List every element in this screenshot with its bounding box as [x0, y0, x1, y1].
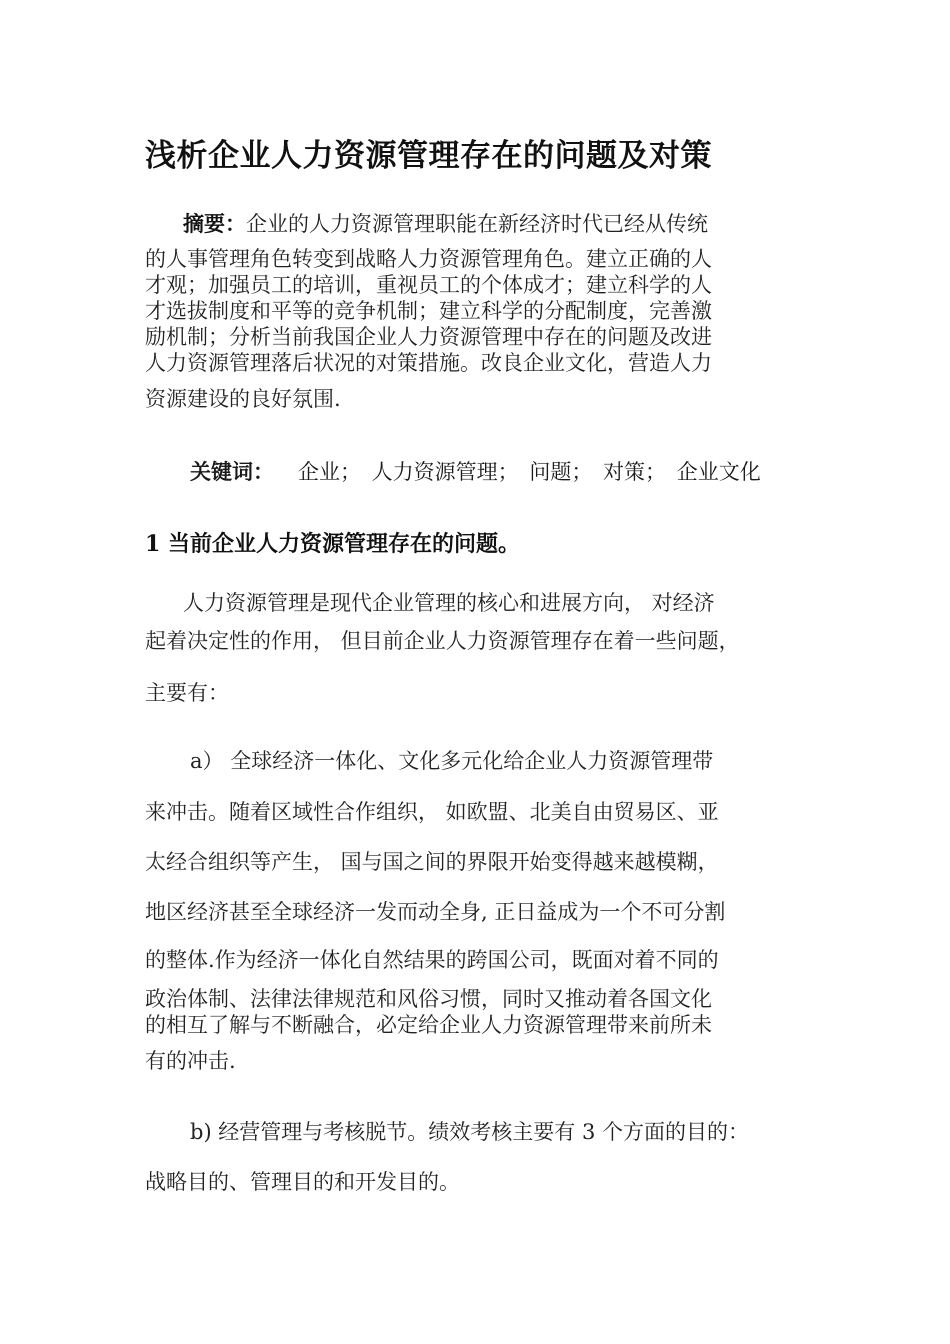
abstract-text-line: 人力资源管理落后状况的对策措施。改良企业文化，营造人力: [145, 351, 712, 375]
section-heading: 1 当前企业人力资源管理存在的问题。: [145, 531, 520, 557]
paragraph-line: 人力资源管理是现代企业管理的核心和进展方向， 对经济: [183, 591, 715, 615]
list-item-b-line: 战略目的、管理目的和开发目的。: [145, 1170, 460, 1194]
abstract-text-line: 资源建设的良好氛围.: [145, 387, 341, 411]
abstract-text-line: 企业的人力资源管理职能在新经济时代已经从传统: [246, 212, 708, 236]
list-item-a-line: 地区经济甚至全球经济一发而动全身, 正日益成为一个不可分割: [145, 900, 726, 924]
paragraph-line: 主要有：: [145, 681, 229, 705]
list-item-a-line: 政治体制、法律法律规范和风俗习惯，同时又推动着各国文化: [145, 987, 712, 1011]
abstract-label: 摘要：: [183, 211, 246, 236]
list-item-a-line: a） 全球经济一体化、文化多元化给企业人力资源管理带: [190, 749, 714, 773]
list-item-a-line: 太经合组织等产生， 国与国之间的界限开始变得越来越模糊，: [145, 850, 719, 874]
list-item-b-line: b) 经营管理与考核脱节。绩效考核主要有 3 个方面的目的：: [190, 1120, 750, 1144]
abstract-text-line: 才选拔制度和平等的竞争机制；建立科学的分配制度，完善激: [145, 299, 712, 323]
abstract-text-line: 的人事管理角色转变到战略人力资源管理角色。建立正确的人: [145, 247, 712, 271]
keywords-list: 企业； 人力资源管理； 问题； 对策； 企业文化: [298, 460, 761, 484]
abstract-text-line: 励机制；分析当前我国企业人力资源管理中存在的问题及改进: [145, 325, 712, 349]
list-item-a-line: 的整体.作为经济一体化自然结果的跨国公司，既面对着不同的: [145, 948, 719, 972]
list-item-a-line: 来冲击。随着区域性合作组织， 如欧盟、北美自由贸易区、亚: [145, 800, 719, 824]
abstract-first-line: [183, 208, 708, 238]
document-title: 浅析企业人力资源管理存在的问题及对策: [145, 138, 712, 174]
abstract-text-line: 才观；加强员工的培训，重视员工的个体成才；建立科学的人: [145, 273, 712, 297]
list-item-a-line: 有的冲击.: [145, 1049, 236, 1073]
paragraph-line: 起着决定性的作用， 但目前企业人力资源管理存在着一些问题，: [145, 629, 740, 653]
list-item-a-line: 的相互了解与不断融合，必定给企业人力资源管理带来前所未: [145, 1013, 712, 1037]
keywords-label: 关键词：: [190, 459, 274, 484]
